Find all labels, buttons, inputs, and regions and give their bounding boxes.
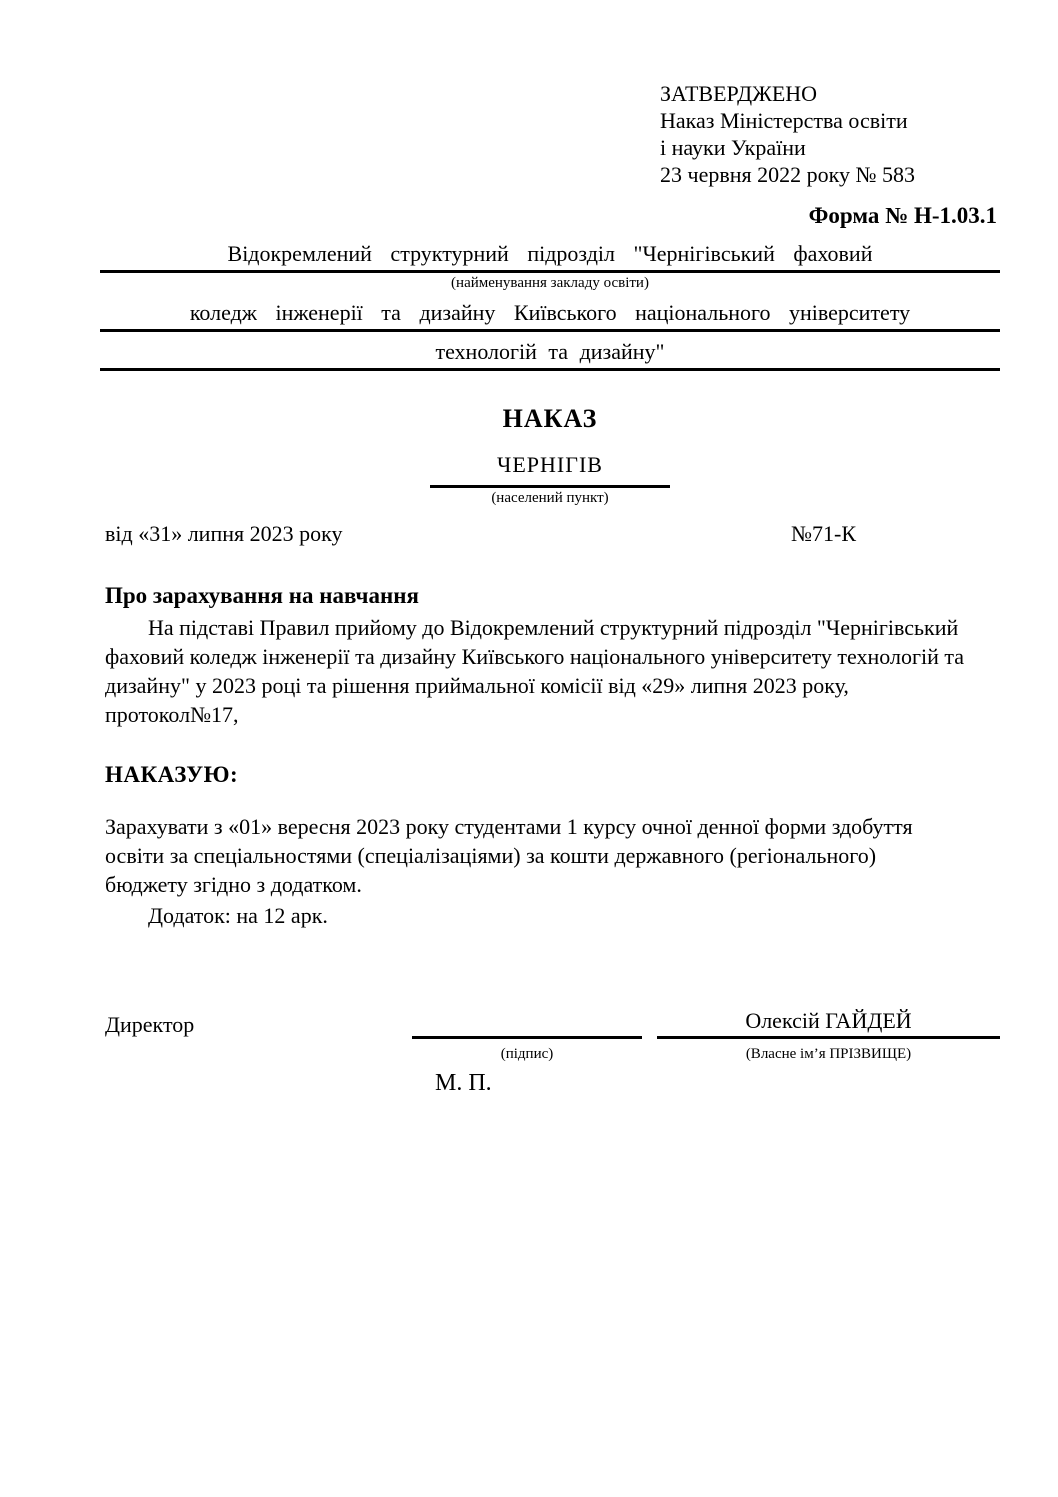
name-line xyxy=(657,1036,1000,1039)
approval-line: і науки України xyxy=(660,135,806,160)
city-name: ЧЕРНІГІВ xyxy=(430,452,670,488)
institution-name-line3: технологій та дизайну" xyxy=(100,338,1000,371)
signature-caption: (підпис) xyxy=(500,1046,554,1062)
basis-paragraph: На підставі Правил прийому до Відокремлений структурний підрозділ "Чернігівський фаховий коледж інженерії та дизайну Київського національного університету технологій та дизайну" у 2023 році та рішення приймальної комісії від «29» липня 2023 року, протокол№17, xyxy=(105,615,965,727)
form-number: Форма № Н-1.03.1 xyxy=(808,203,997,228)
order-number: №71-К xyxy=(791,521,856,546)
command-paragraph: Зарахувати з «01» вересня 2023 року студентами 1 курсу очної денної форми здобуття освіти за спеціальностями (спеціалізаціями) за кошти державного (регіонального) бюджету згідно з додатком. xyxy=(105,814,913,897)
approval-line: ЗАТВЕРДЖЕНО xyxy=(660,81,818,106)
date-row xyxy=(105,521,1000,547)
order-date: від «31» липня 2023 року xyxy=(105,521,343,546)
city-block xyxy=(100,452,1000,488)
signer-role: Директор xyxy=(105,1012,195,1037)
order-subject: Про зарахування на навчання xyxy=(105,583,419,608)
name-caption: (Власне ім’я ПРІЗВИЩЕ) xyxy=(745,1046,912,1062)
approval-block xyxy=(660,80,1020,188)
institution-name-line1: Відокремлений структурний підрозділ "Чернігівський фаховий xyxy=(100,240,1000,273)
signature-line xyxy=(412,1036,642,1039)
command-label: НАКАЗУЮ: xyxy=(105,762,239,787)
city-caption: (населений пункт) xyxy=(491,490,609,506)
institution-name-line2: коледж інженерії та дизайну Київського національного університету xyxy=(100,299,1000,332)
institution-block xyxy=(100,240,1000,371)
approval-line: 23 червня 2022 року № 583 xyxy=(660,162,915,187)
order-title: НАКАЗ xyxy=(502,404,598,433)
stamp-placeholder: М. П. xyxy=(435,1070,492,1096)
signer-name: Олексій ГАЙДЕЙ xyxy=(745,1008,912,1033)
attachment-note: Додаток: на 12 арк. xyxy=(148,903,328,928)
approval-line: Наказ Міністерства освіти xyxy=(660,108,908,133)
institution-caption: (найменування закладу освіти) xyxy=(451,275,649,291)
